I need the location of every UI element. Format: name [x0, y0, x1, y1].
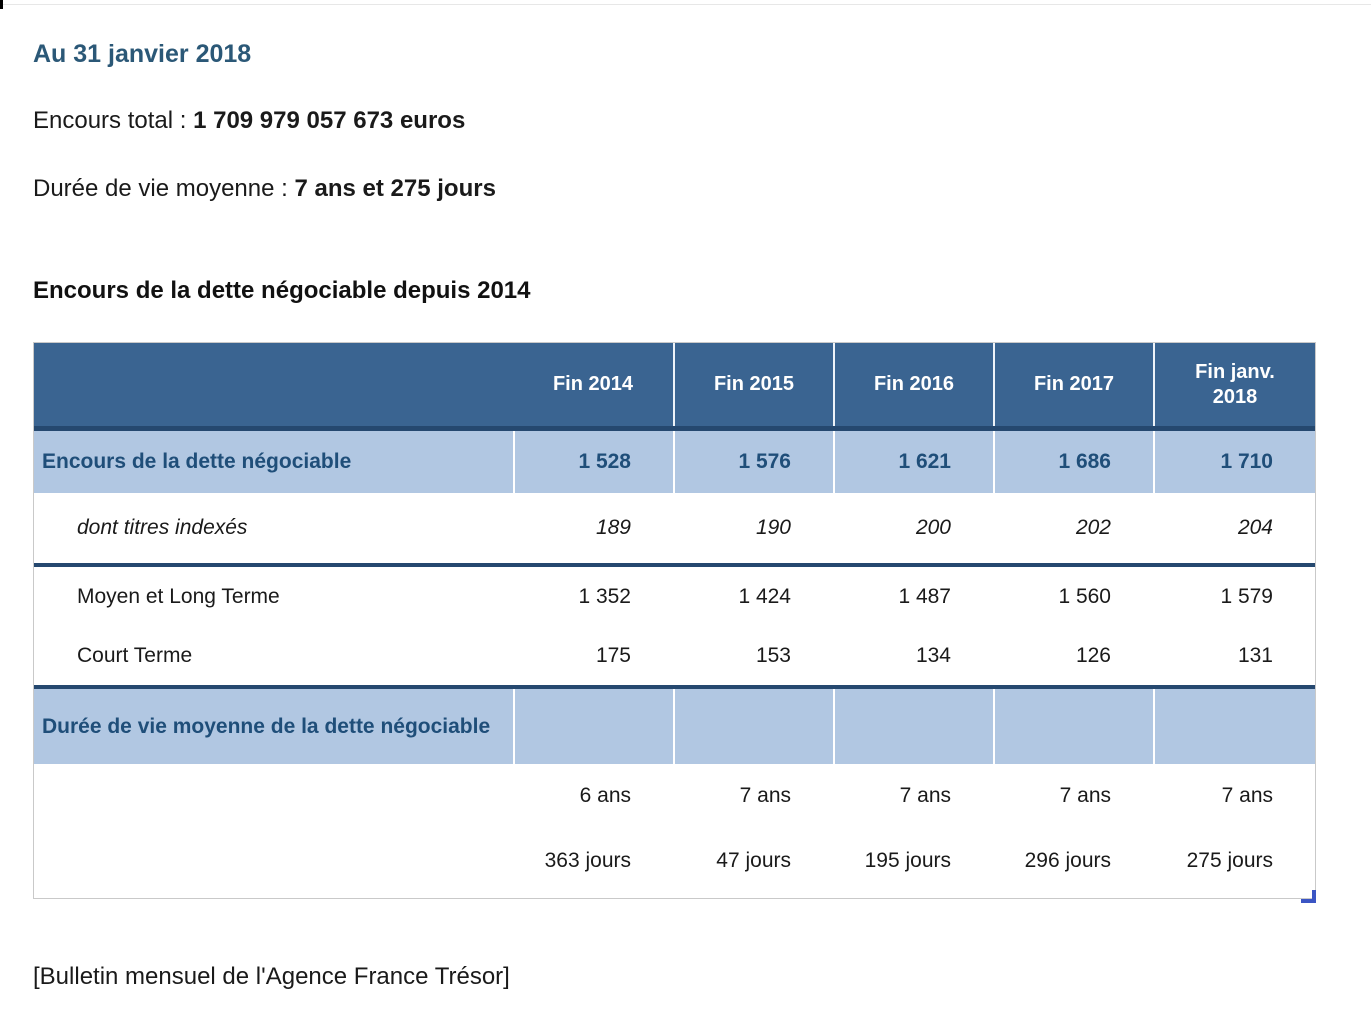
row-label: Moyen et Long Terme: [77, 585, 280, 608]
table-row-moyen-long-terme: [34, 563, 1315, 627]
col-header-fin-2017: Fin 2017: [993, 343, 1153, 426]
source-reference: [Bulletin mensuel de l'Agence France Trésor]: [33, 963, 510, 990]
col-header-fin-2014: Fin 2014: [513, 343, 673, 426]
table-cell: 1 528: [513, 431, 673, 493]
table-cell: 126: [1075, 644, 1111, 667]
total-outstanding-line: [33, 107, 1371, 135]
table-cell: 1 686: [993, 431, 1153, 493]
table-cell-duration: [993, 764, 1153, 898]
duration-days: 296 jours: [1024, 849, 1111, 872]
duration-years: 7 ans: [1221, 784, 1273, 807]
duration-days: 47 jours: [716, 849, 791, 872]
table-resize-handle-icon[interactable]: [1301, 890, 1316, 903]
table-cell-duration: [673, 764, 833, 898]
table-row-encours: [34, 426, 1315, 493]
duration-days: 275 jours: [1186, 849, 1273, 872]
col-header-fin-2016: Fin 2016: [833, 343, 993, 426]
duration-years: 7 ans: [739, 784, 791, 807]
table-cell: 202: [1075, 516, 1111, 539]
table-cell: 175: [595, 644, 631, 667]
table-title: Encours de la dette négociable depuis 2014: [33, 277, 531, 304]
average-life-value: 7 ans et 275 jours: [294, 175, 496, 202]
page-top-rule: [0, 4, 1371, 5]
duration-years: 7 ans: [899, 784, 951, 807]
table-cell: [833, 689, 993, 764]
table-cell: 189: [595, 516, 631, 539]
row-label: dont titres indexés: [77, 516, 248, 539]
table-cell: 1 487: [898, 585, 951, 608]
table-cell: 190: [755, 516, 791, 539]
duration-years: 7 ans: [1059, 784, 1111, 807]
table-row-titres-indexes: [34, 493, 1315, 563]
row-label: Encours de la dette négociable: [42, 450, 352, 473]
table-row-duration-values: [34, 764, 1315, 898]
table-cell: 204: [1237, 516, 1273, 539]
table-cell: 200: [915, 516, 951, 539]
table-cell: 1 576: [673, 431, 833, 493]
table-cell: 1 352: [578, 585, 631, 608]
table-cell: [1153, 689, 1315, 764]
table-cell: 1 560: [1058, 585, 1111, 608]
table-cell: [513, 689, 673, 764]
table-cell-empty: [34, 764, 513, 898]
col-header-fin-2015: Fin 2015: [673, 343, 833, 426]
table-cell: 134: [915, 644, 951, 667]
row-label: Durée de vie moyenne de la dette négociable: [42, 715, 491, 738]
duration-years: 6 ans: [579, 784, 631, 807]
table-cell-duration: [513, 764, 673, 898]
row-label: Court Terme: [77, 644, 193, 667]
table-corner-cell: [34, 343, 513, 426]
duration-days: 363 jours: [544, 849, 631, 872]
total-outstanding-value: 1 709 979 057 673 euros: [193, 107, 466, 134]
table-cell-duration: [833, 764, 993, 898]
average-life-line: [33, 175, 1371, 203]
table-cell-duration: [1153, 764, 1315, 898]
table-cell: [673, 689, 833, 764]
page-title: Au 31 janvier 2018: [33, 40, 252, 68]
table-cell: 1 621: [833, 431, 993, 493]
table-cell: 1 710: [1153, 431, 1315, 493]
duration-days: 195 jours: [864, 849, 951, 872]
table-header-row: [34, 343, 1315, 426]
col-header-fin-janv-2018: Fin janv. 2018: [1153, 343, 1315, 426]
corner-artifact: [0, 0, 3, 9]
debt-table: [33, 342, 1316, 899]
table-cell: [993, 689, 1153, 764]
table-cell: 1 424: [738, 585, 791, 608]
total-outstanding-label: Encours total :: [33, 107, 194, 134]
average-life-label: Durée de vie moyenne :: [33, 175, 295, 202]
table-cell: 1 579: [1220, 585, 1273, 608]
table-row-duree-band: [34, 685, 1315, 764]
table-cell: 153: [755, 644, 791, 667]
table-row-court-terme: [34, 627, 1315, 685]
table-cell: 131: [1237, 644, 1273, 667]
